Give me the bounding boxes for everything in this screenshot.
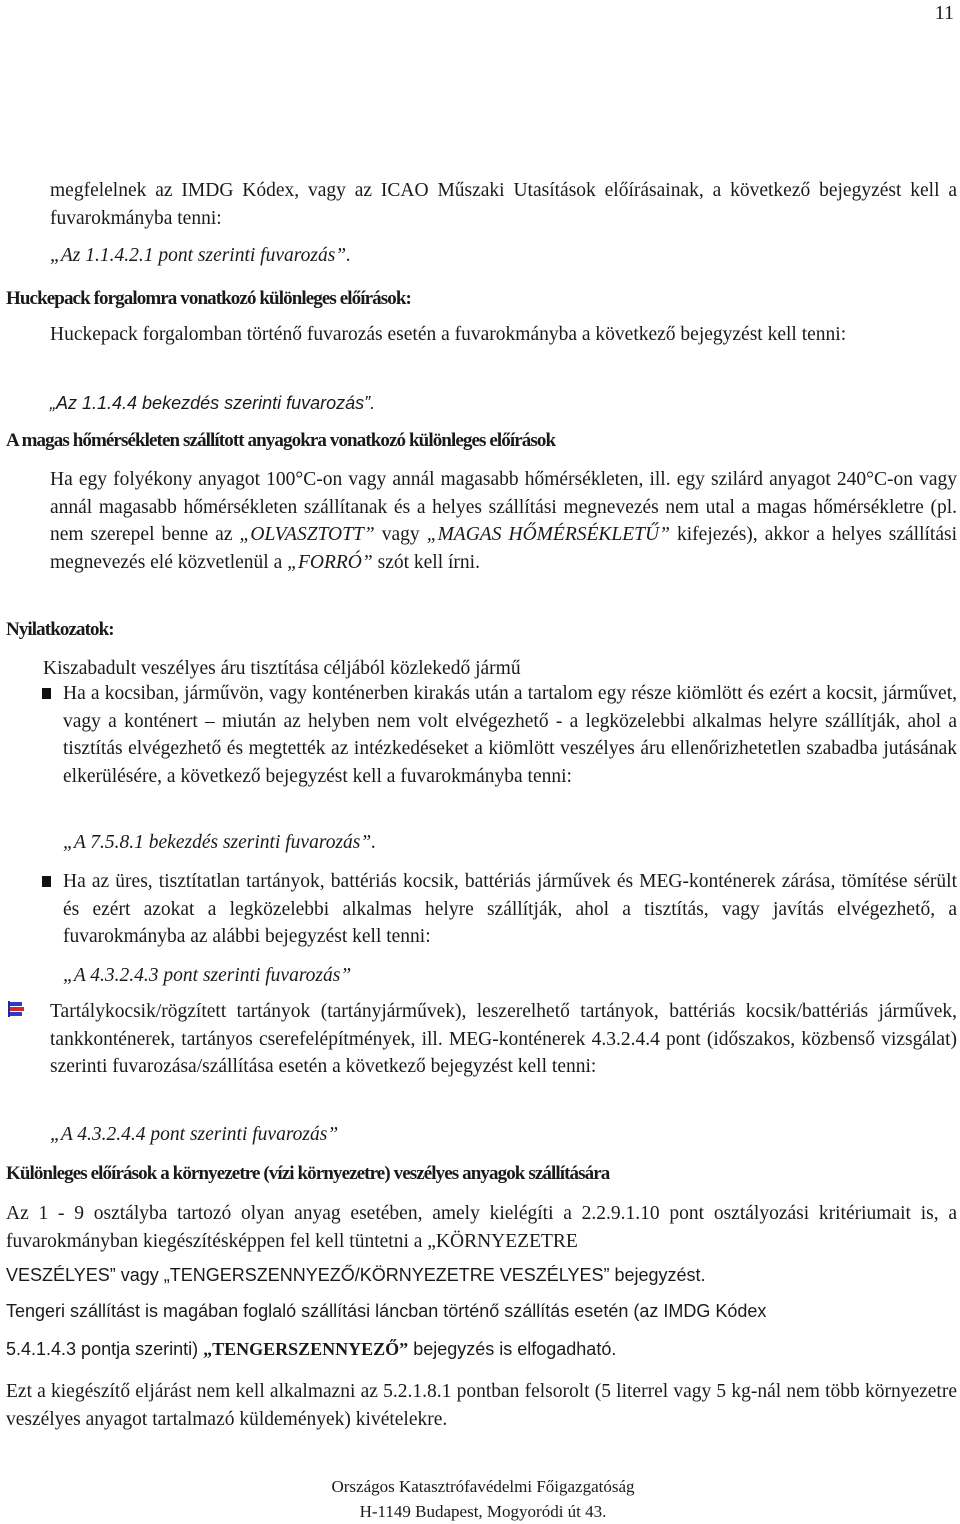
declarations-subheading: Kiszabadult veszélyes áru tisztítása céljából közlekedő jármű [43,658,521,679]
intro-paragraph: megfelelnek az IMDG Kódex, vagy az ICAO Műszaki Utasítások előírásainak, a következő bejegyzést kell a fuvarokmányba tenni: [50,180,957,229]
heading-declarations: Nyilatkozatok: [6,619,114,640]
bullet-1-quote: „A 7.5.8.1 bekezdés szerinti fuvarozás”. [63,832,377,853]
bullet-square-icon [42,688,51,699]
p2-end: bejegyzés is elfogadható. [408,1339,617,1359]
environment-paragraph-3: Ezt a kiegészítő eljárást nem kell alkalmazni az 5.2.1.8.1 pontban felsorolt (5 literrel vagy 5 kg-nál nem több környezetre veszélyes anyagot tartalmazó küldemények) kivételekre. [6,1381,957,1430]
environment-paragraph-1: Az 1 - 9 osztályba tartozó olyan anyag esetében, amely kielégíti a 2.2.9.1.10 pont osztályozási kritériumait is, a fuvarokmányban kiegészítésképpen fel kell tüntetni a „KÖRNYEZETRE [6,1203,957,1252]
high-temp-text-1: Ha egy folyékony anyagot 100°C-on vagy annál magasabb hőmérsékleten, ill. egy szilárd anyagot 240°C-on vagy annál magasabb hőmérsékleten szállítanak és a helyes szállítási megnevezés nem utal a magas hőmérsékletre (pl. nem szerepel benne az [50,469,957,545]
environment-paragraph-2-line-1: Tengeri szállítást is magában foglaló szállítási láncban történő szállítás esetén (az IMDG Kódex [6,1301,767,1321]
heading-high-temperature: A magas hőmérsékleten szállított anyagokra vonatkozó különleges előírások [6,430,556,451]
high-temp-text-2: vagy [374,524,427,545]
term-magas-homersekletu: „MAGAS HŐMÉRSÉKLETŰ” [426,524,670,545]
bullet-square-icon [42,876,51,887]
term-olvasztott: „OLVASZTOTT” [239,524,375,545]
high-temp-text-3: kifejezés), akkor a helyes szállítási megnevezés elé közvetlenül a [50,524,957,573]
arrow-flag-bullet-icon [8,1001,28,1017]
bullet-2-paragraph: Ha az üres, tisztítatlan tartányok, battériás kocsik, battériás járművek és MEG-konténerek zárása, tömítése sérült és ezért azokat a legközelebbi alkalmas helyre szállítják, ahol a tisztítás, vagy javítás elvégezhető, a fuvarokmányba az alábbi bejegyzést kell tenni: [63,871,957,947]
footer-address: H-1149 Budapest, Mogyoródi út 43. [359,1502,607,1521]
bullet-3-paragraph: Tartálykocsik/rögzített tartányok (tartányjárművek), leszerelhető tartányok, battériás kocsik/battériás járművek, tankkonténerek, tartányos cserefelépítmények, ill. MEG-konténerek 4.3.2.4.4 pont (időszakos, közbenső vizsgálat) szerinti fuvarozása/szállítása esetén a következő bejegyzést kell tenni: [50,1001,957,1077]
term-tengerszennyezo: „TENGERSZENNYEZŐ” [203,1339,409,1359]
p2-start: 5.4.1.4.3 pontja szerinti) [6,1339,204,1359]
environment-paragraph-1-end: VESZÉLYES” vagy „TENGERSZENNYEZŐ/KÖRNYEZETRE VESZÉLYES” bejegyzést. [6,1265,706,1285]
heading-huckepack: Huckepack forgalomra vonatkozó különleges előírások: [6,288,411,309]
heading-environment: Különleges előírások a környezetre (vízi környezetre) veszélyes anyagok szállítására [6,1163,610,1184]
huckepack-paragraph: Huckepack forgalomban történő fuvarozás esetén a fuvarokmányba a következő bejegyzést kell tenni: [50,324,847,345]
huckepack-quote: „Az 1.1.4.4 bekezdés szerinti fuvarozás”. [50,393,376,413]
bullet-1-paragraph: Ha a kocsiban, járművön, vagy konténerben kirakás után a tartalom egy része kiömlött és ezért a kocsit, járművet, vagy a konténert – miután az helyben nem volt elvégezhető - a legközelebbi alkalmas helyre szállítják, ahol a tisztítás elvégezhető és megtették az intézkedéseket a kiömlött veszélyes áru ellenőrizhetetlen szabadba jutásának elkerülésére, a következő bejegyzést kell a fuvarokmányba tenni: [63,683,957,787]
term-forro: „FORRÓ” [287,551,373,573]
bullet-2-quote: „A 4.3.2.4.3 pont szerinti fuvarozás” [63,965,352,986]
footer-organization: Országos Katasztrófavédelmi Főigazgatóság [331,1477,635,1496]
environment-paragraph-2-line-2 [6,1336,957,1362]
high-temp-text-4: szót kell írni. [372,551,480,573]
high-temperature-paragraph [50,466,957,576]
bullet-3-quote: „A 4.3.2.4.4 pont szerinti fuvarozás” [50,1124,339,1145]
footer [0,1474,960,1524]
page-number: 11 [934,2,954,24]
intro-quote: „Az 1.1.4.2.1 pont szerinti fuvarozás”. [50,245,352,266]
